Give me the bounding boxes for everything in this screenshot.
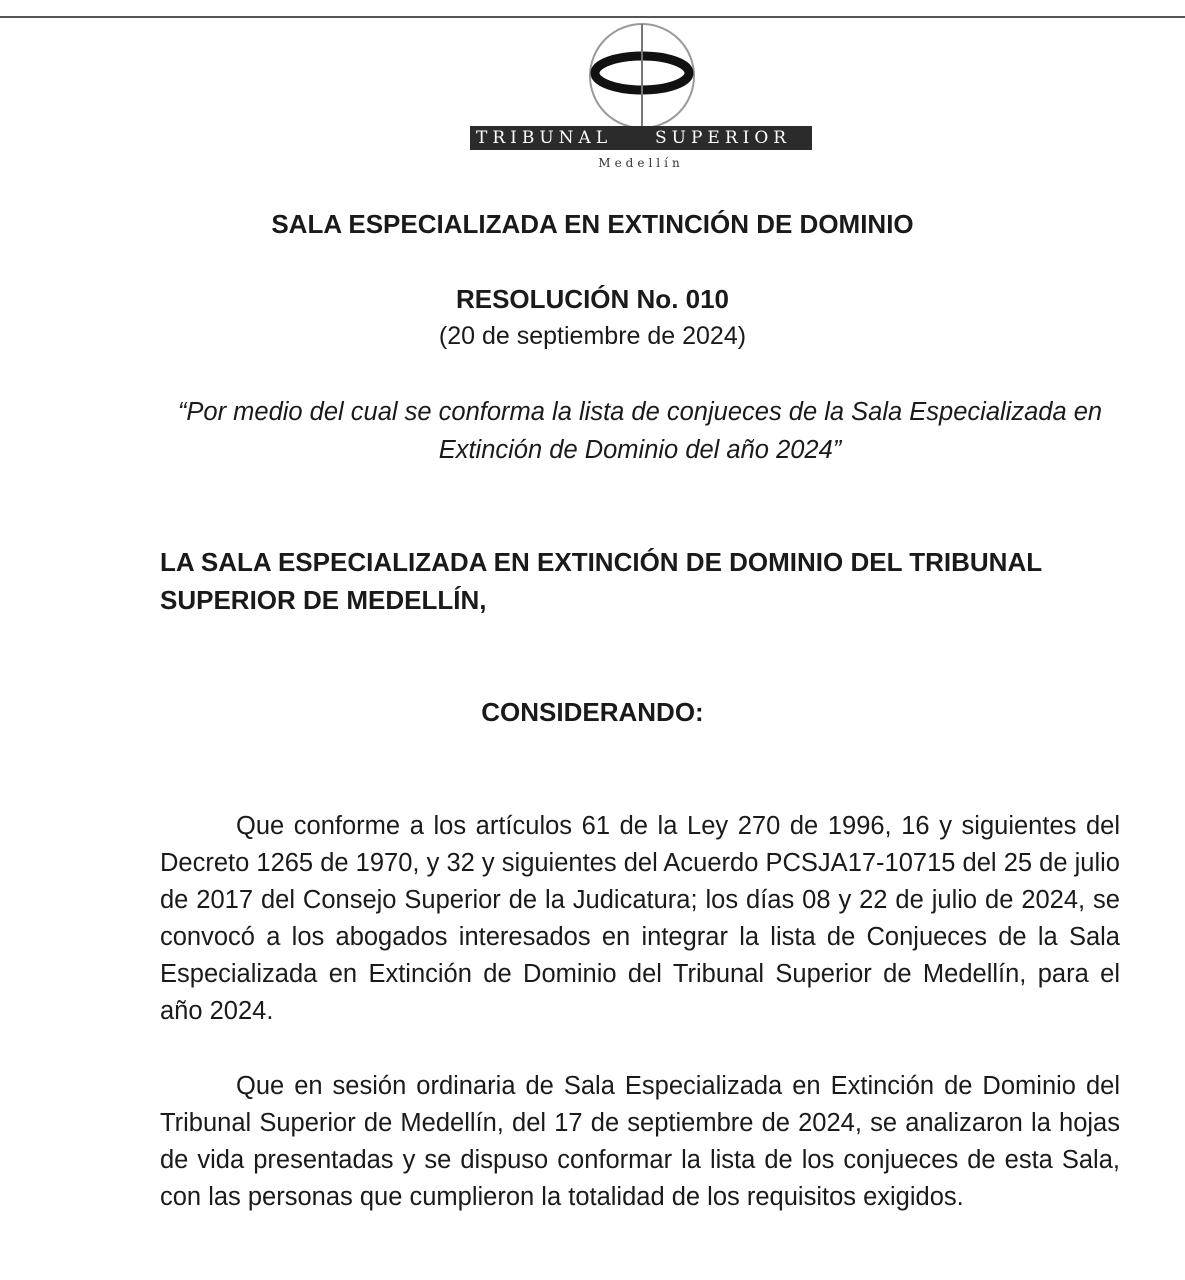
resolution-title: RESOLUCIÓN No. 010 [455,284,730,314]
logo-word-tribunal: TRIBUNAL [476,128,613,148]
logo-city: Medellín [598,156,684,170]
sala-title: SALA ESPECIALIZADA EN EXTINCIÓN DE DOMINIO [271,209,914,239]
considerando-paragraph-1: Que conforme a los artículos 61 de la Ley 270 de 1996, 16 y siguientes del Decreto 1265 de 1970, y 32 y siguientes del Acuerdo PCSJA17-10715 del 25 de julio de 2017 del Consejo Superior de la Judicatura; los días 08 y 22 de julio de 2024, se convocó a los abogados interesados en integrar la lista de Conjueces de la Sala Especializada en Extinción de Dominio del Tribunal Superior de Medellín, para el año 2024. [160,812,1120,1025]
scales-emblem-icon [470,18,812,128]
considerando-paragraph-2: Que en sesión ordinaria de Sala Especializada en Extinción de Dominio del Tribunal Superior de Medellín, del 17 de septiembre de 2024, se analizaron la hojas de vida presentadas y se dispuso conformar la lista de los conjueces de esta Sala, con las personas que cumplieron la totalidad de los requisitos exigidos. [160,1072,1120,1211]
resolution-date: (20 de septiembre de 2024) [438,322,747,350]
issuing-authority: LA SALA ESPECIALIZADA EN EXTINCIÓN DE DOMINIO DEL TRIBUNAL SUPERIOR DE MEDELLÍN, [160,547,1042,615]
considerando-heading: CONSIDERANDO: [481,697,704,727]
tribunal-logo [470,18,812,178]
logo-word-superior: SUPERIOR [655,128,792,148]
resolution-subject: “Por medio del cual se conforma la lista de conjueces de la Sala Especializada en Extinción de Dominio del año 2024” [177,398,1103,464]
